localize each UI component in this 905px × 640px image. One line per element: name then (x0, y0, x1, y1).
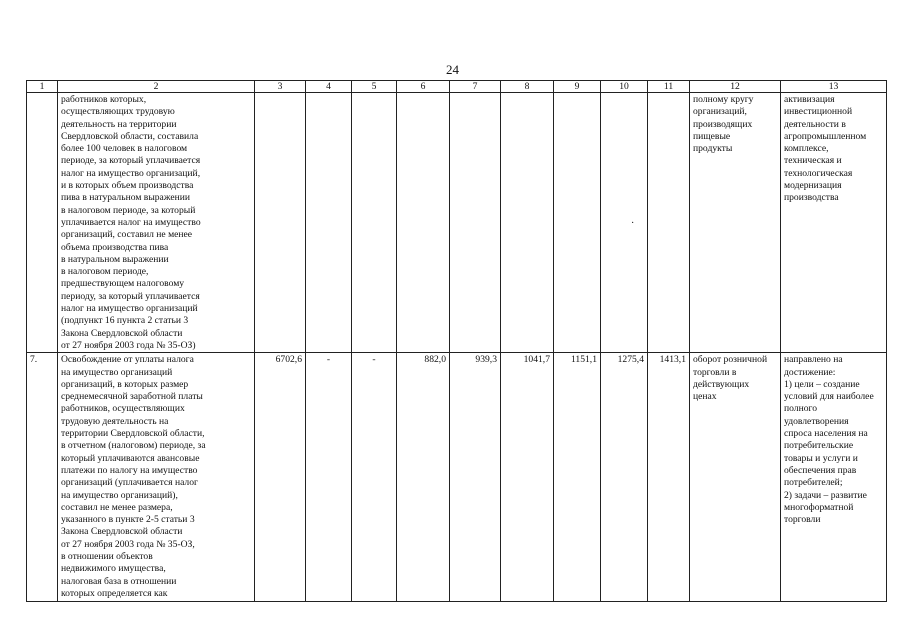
value-cell: - (352, 353, 397, 602)
text-line: ценах (693, 391, 717, 403)
indicator-cell (690, 93, 781, 353)
row-number-cell: 7. (27, 353, 58, 602)
text-line: от 27 ноября 2003 года № 35-ОЗ, (61, 538, 195, 550)
text-line: удовлетворения (784, 415, 849, 427)
text-line: налог на имущество организаций (61, 303, 198, 315)
text-line: организаций, составил не менее (61, 229, 193, 241)
text-line: направлено на (784, 354, 843, 366)
text-line: в отношении объектов (61, 550, 153, 562)
text-line: (подпункт 16 пункта 2 статьи 3 (61, 315, 189, 327)
text-line: полному кругу (693, 94, 754, 105)
text-line: продукты (693, 143, 733, 155)
text-line: на имущество организаций), (61, 489, 178, 501)
text-line: указанного в пункте 2-5 статьи 3 (61, 514, 195, 526)
text-line: торговли в (693, 366, 737, 378)
text-line: платежи по налогу на имущество (61, 464, 198, 476)
value-cell: 939,3 (450, 353, 501, 602)
column-header: 9 (554, 81, 601, 93)
text-line: осуществляющих трудовую (61, 106, 175, 118)
text-line: организаций, в которых размер (61, 378, 189, 390)
text-line: условий для наиболее (784, 391, 874, 403)
text-line: 1) цели – создание (784, 378, 860, 390)
text-line: пищевые (693, 130, 731, 142)
value-cell (501, 93, 554, 353)
text-line: 2) задачи – развитие (784, 489, 867, 501)
text-line: модернизация (784, 180, 842, 192)
text-line: Закона Свердловской области (61, 327, 183, 339)
table-row-7 (27, 353, 887, 602)
text-line: товары и услуги и (784, 452, 858, 464)
text-line: в налоговом периоде, (61, 266, 149, 278)
text-line: организаций, (693, 106, 747, 118)
text-line: активизация (784, 94, 835, 105)
column-header: 4 (306, 81, 352, 93)
text-line: более 100 человек в налоговом (61, 143, 188, 155)
text-line: трудовую деятельность на (61, 415, 169, 427)
text-line: налог на имущество организаций, (61, 167, 201, 179)
text-line: оборот розничной (693, 354, 768, 366)
text-line: работников которых, (61, 94, 147, 105)
goal-cell (781, 353, 887, 602)
value-cell: 6702,6 (255, 353, 306, 602)
table-row-continued (27, 93, 887, 353)
column-header: 13 (781, 81, 887, 93)
text-line: торговли (784, 514, 821, 526)
column-header: 7 (450, 81, 501, 93)
description-cell (58, 93, 255, 353)
text-line: в налоговом периоде, за который (61, 204, 196, 216)
value-cell: - (306, 353, 352, 602)
text-line: многоформатной (784, 501, 854, 513)
text-line: инвестиционной (784, 106, 853, 118)
text-line: Освобождение от уплаты налога (61, 354, 194, 366)
value-cell (648, 93, 690, 353)
value-cell (255, 93, 306, 353)
text-line: полного (784, 403, 818, 415)
scan-speck: · (631, 218, 635, 229)
column-header: 10 (601, 81, 648, 93)
text-line: достижение: (784, 366, 836, 378)
text-line: налоговая база в отношении (61, 575, 177, 587)
text-line: от 27 ноября 2003 года № 35-ОЗ) (61, 339, 196, 351)
text-line: действующих (693, 378, 750, 390)
text-line: территории Свердловской области, (61, 428, 205, 440)
text-line: потребительские (784, 440, 854, 452)
column-header: 3 (255, 81, 306, 93)
row-number-cell (27, 93, 58, 353)
value-cell (450, 93, 501, 353)
text-line: на имущество организаций (61, 366, 173, 378)
column-number-row (27, 81, 887, 93)
description-cell (58, 353, 255, 602)
text-line: недвижимого имущества, (61, 563, 166, 575)
column-header: 12 (690, 81, 781, 93)
text-line: обеспечения прав (784, 464, 857, 476)
column-header: 5 (352, 81, 397, 93)
text-line: производящих (693, 118, 753, 130)
text-line: организаций (уплачивается налог (61, 477, 198, 489)
value-cell (601, 93, 648, 353)
text-line: технологическая (784, 167, 853, 179)
column-header: 1 (27, 81, 58, 93)
text-line: потребителей; (784, 477, 843, 489)
text-line: в натуральном выражении (61, 253, 169, 265)
text-line: которых определяется как (61, 587, 168, 599)
text-line: Свердловской области, составила (61, 130, 199, 142)
column-header: 2 (58, 81, 255, 93)
text-line: составил не менее размера, (61, 501, 173, 513)
text-line: среднемесячной заработной платы (61, 391, 203, 403)
value-cell (554, 93, 601, 353)
text-line: предшествующем налоговому (61, 278, 185, 290)
text-line: пива в натуральном выражении (61, 192, 190, 204)
text-line: комплексе, (784, 143, 829, 155)
value-cell: 1413,1 (648, 353, 690, 602)
tax-benefits-table (26, 80, 887, 602)
text-line: техническая и (784, 155, 842, 167)
column-header: 8 (501, 81, 554, 93)
text-line: Закона Свердловской области (61, 526, 183, 538)
value-cell: 1041,7 (501, 353, 554, 602)
value-cell: 882,0 (397, 353, 450, 602)
text-line: объема производства пива (61, 241, 169, 253)
value-cell (352, 93, 397, 353)
value-cell: 1151,1 (554, 353, 601, 602)
text-line: агропромышленном (784, 130, 867, 142)
indicator-cell (690, 353, 781, 602)
column-header: 6 (397, 81, 450, 93)
goal-cell (781, 93, 887, 353)
text-line: и в которых объем производства (61, 180, 194, 192)
column-header: 11 (648, 81, 690, 93)
value-cell: 1275,4 (601, 353, 648, 602)
text-line: работников, осуществляющих (61, 403, 185, 415)
text-line: деятельности в (784, 118, 846, 130)
text-line: периоде, за который уплачивается (61, 155, 201, 167)
text-line: спроса населения на (784, 428, 868, 440)
text-line: в отчетном (налоговом) периоде, за (61, 440, 206, 452)
text-line: деятельность на территории (61, 118, 177, 130)
text-line: производства (784, 192, 839, 204)
page-number: 24 (446, 62, 459, 77)
text-line: который уплачиваются авансовые (61, 452, 200, 464)
value-cell (397, 93, 450, 353)
text-line: уплачивается налог на имущество (61, 216, 201, 228)
text-line: периоду, за который уплачивается (61, 290, 200, 302)
value-cell (306, 93, 352, 353)
